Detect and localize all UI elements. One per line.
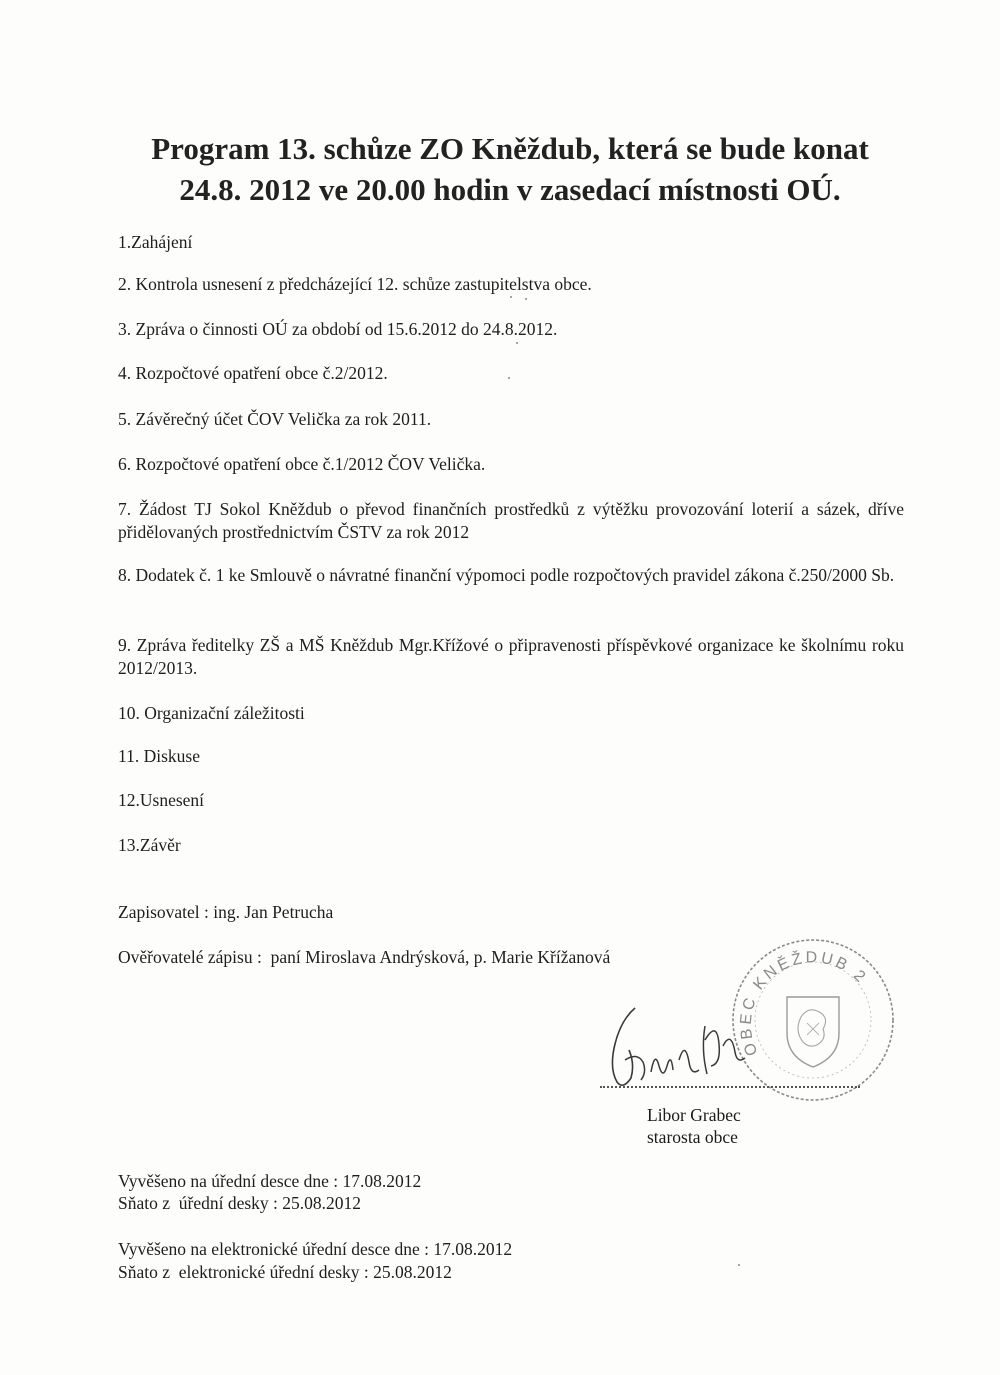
agenda-item-9: 9. Zpráva ředitelky ZŠ a MŠ Kněždub Mgr.Křížové o připravenosti příspěvkové organizace ke školnímu roku 2012/2013. [118, 635, 904, 678]
signer-name: Libor Grabec [647, 1105, 741, 1125]
agenda-item-13: 13.Závěr [118, 835, 181, 855]
title-line-2: 24.8. 2012 ve 20.00 hodin v zasedací místnosti OÚ. [179, 172, 841, 207]
scan-speck [738, 1264, 740, 1266]
verifiers-line: Ověřovatelé zápisu : paní Miroslava Andrýsková, p. Marie Křížanová [118, 947, 611, 967]
agenda-item-11: 11. Diskuse [118, 746, 200, 766]
stamp-text: OBEC KNĚŽDUB 2 [737, 949, 871, 1058]
signature-dotted-line [600, 1086, 860, 1088]
agenda-item-6: 6. Rozpočtové opatření obce č.1/2012 ČOV Velička. [118, 454, 486, 474]
title-line-1: Program 13. schůze ZO Kněždub, která se bude konat [151, 131, 869, 166]
agenda-item-7: 7. Žádost TJ Sokol Kněždub o převod finančních prostředků z výtěžku provozování loterií a sázek, dříve přidělovaných prostřednictvím ČSTV za rok 2012 [118, 499, 904, 542]
document-title [100, 128, 920, 210]
agenda-item-8: 8. Dodatek č. 1 ke Smlouvě o návratné finanční výpomoci podle rozpočtových pravidel zákona č.250/2000 Sb. [118, 565, 895, 585]
signer-role: starosta obce [647, 1127, 738, 1147]
posted-electronic-line: Vyvěšeno na elektronické úřední desce dne : 17.08.2012 [118, 1239, 513, 1259]
agenda-item-3: 3. Zpráva o činnosti OÚ za období od 15.6.2012 do 24.8.2012. [118, 319, 558, 339]
agenda-item-1: 1.Zahájení [118, 232, 193, 252]
scan-speck [525, 298, 527, 300]
agenda-item-12: 12.Usnesení [118, 790, 205, 810]
scan-speck [516, 342, 518, 344]
recorder-line: Zapisovatel : ing. Jan Petrucha [118, 902, 334, 922]
agenda-item-2: 2. Kontrola usnesení z předcházející 12. schůze zastupitelstva obce. [118, 274, 592, 294]
signature-icon [595, 1000, 795, 1090]
scan-speck [508, 377, 510, 379]
posted-board-line: Vyvěšeno na úřední desce dne : 17.08.2012 [118, 1171, 422, 1191]
agenda-item-10: 10. Organizační záležitosti [118, 703, 305, 723]
agenda-item-4: 4. Rozpočtové opatření obce č.2/2012. [118, 363, 388, 383]
removed-board-line: Sňato z úřední desky : 25.08.2012 [118, 1193, 362, 1213]
scan-speck [510, 296, 512, 298]
removed-electronic-line: Sňato z elektronické úřední desky : 25.08.2012 [118, 1262, 452, 1282]
agenda-item-5: 5. Závěrečný účet ČOV Velička za rok 2011. [118, 409, 432, 429]
